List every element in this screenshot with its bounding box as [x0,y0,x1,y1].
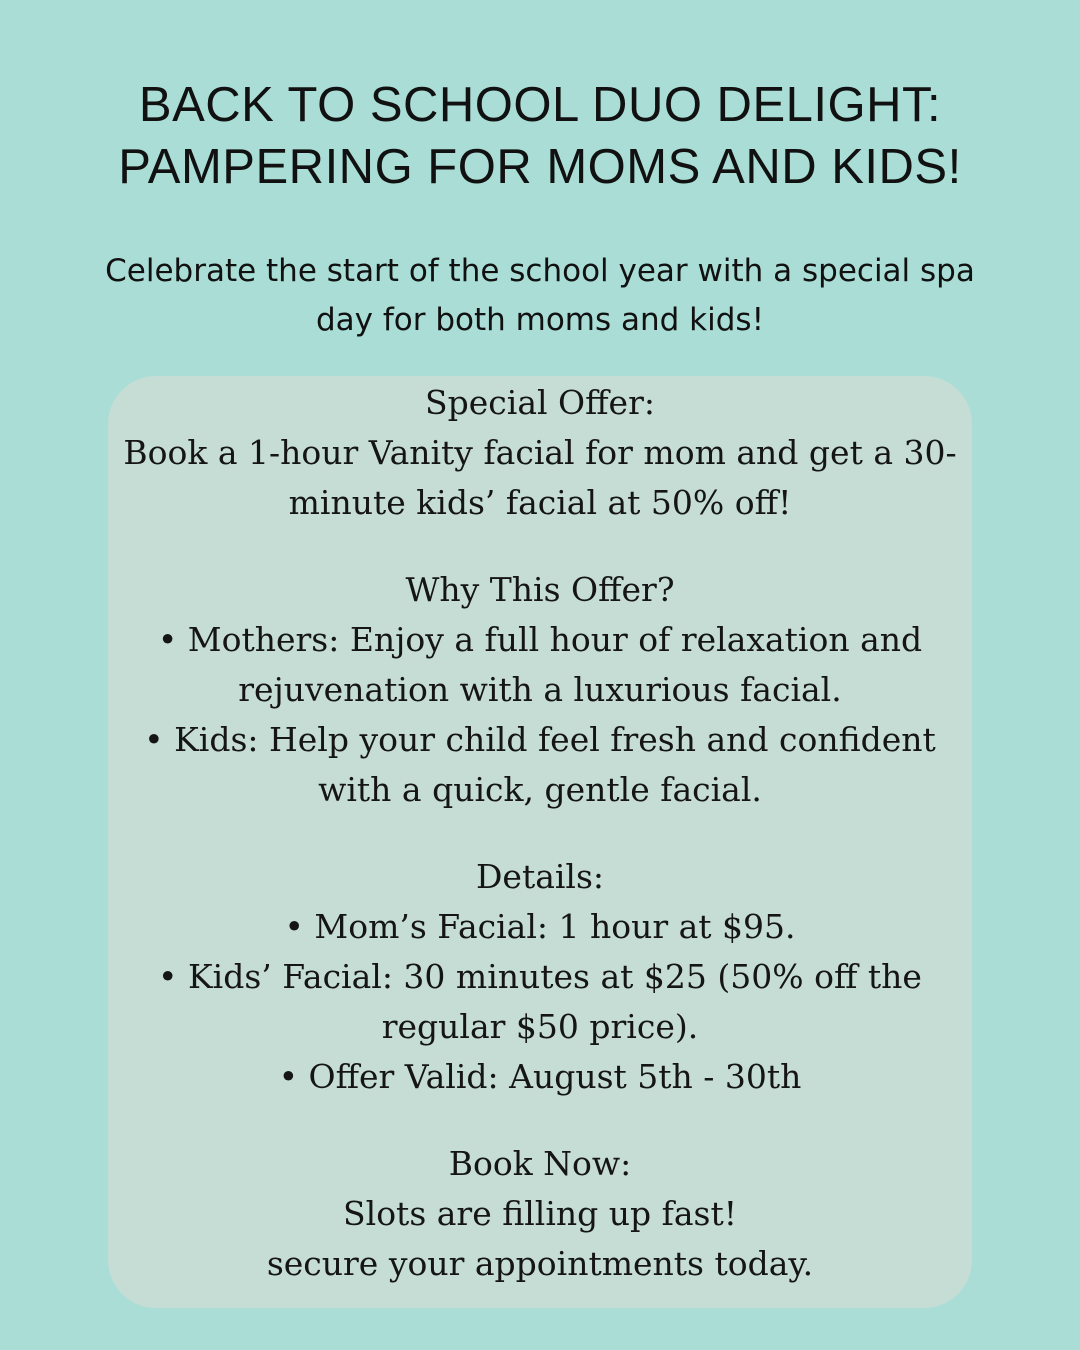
why-mothers-line-1: • Mothers: Enjoy a full hour of relaxation and [157,620,923,659]
details-mom-facial: • Mom’s Facial: 1 hour at $95. [284,907,796,946]
details-offer-valid: • Offer Valid: August 5th - 30th [278,1057,802,1096]
intro-text [60,247,1020,345]
details-section [108,852,972,1102]
title-line-2: PAMPERING FOR MOMS AND KIDS! [118,140,962,194]
special-offer-section [108,378,972,528]
section-spacer [108,528,972,565]
why-kids-line-2: with a quick, gentle facial. [318,770,762,809]
special-offer-line-2: minute kids’ facial at 50% off! [288,483,792,522]
details-heading: Details: [475,857,605,896]
book-now-line-2: secure your appointments today. [266,1244,814,1283]
why-offer-section [108,565,972,815]
section-spacer [108,1102,972,1139]
details-kids-facial-line-1: • Kids’ Facial: 30 minutes at $25 (50% off the [158,957,922,996]
why-mothers-line-2: rejuvenation with a luxurious facial. [238,670,842,709]
title-line-1: BACK TO SCHOOL DUO DELIGHT: [138,78,942,132]
intro-line-1: Celebrate the start of the school year with a special spa [105,253,975,289]
offer-card [108,376,972,1308]
details-kids-facial-line-2: regular $50 price). [381,1007,699,1046]
book-now-heading: Book Now: [448,1144,632,1183]
why-offer-heading: Why This Offer? [405,570,675,609]
book-now-line-1: Slots are filling up fast! [343,1194,737,1233]
book-now-section [108,1139,972,1289]
page-title [0,74,1080,198]
intro-line-2: day for both moms and kids! [315,302,765,338]
offer-card-content [108,376,972,1289]
special-offer-line-1: Book a 1-hour Vanity facial for mom and get a 30- [123,433,957,472]
special-offer-heading: Special Offer: [425,383,655,422]
section-spacer [108,815,972,852]
why-kids-line-1: • Kids: Help your child feel fresh and confident [144,720,936,759]
